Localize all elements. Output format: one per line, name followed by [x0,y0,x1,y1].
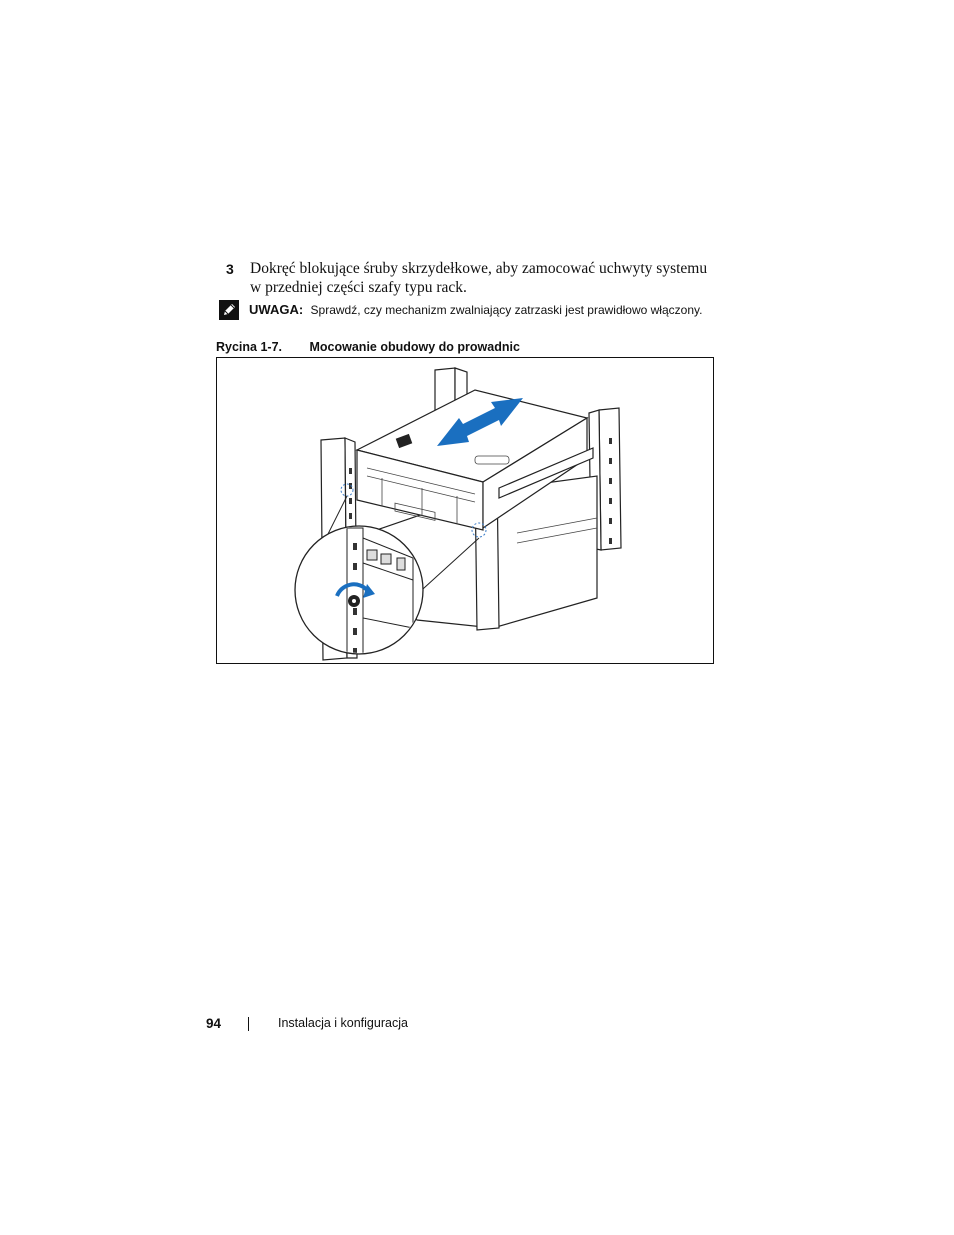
figure-title: Mocowanie obudowy do prowadnic [309,340,520,354]
figure-caption [216,340,520,354]
figure-rack-illustration [216,357,714,664]
note [219,300,739,322]
footer-section: Instalacja i konfiguracja [278,1016,408,1030]
footer-separator [248,1017,249,1031]
step-number: 3 [226,261,234,277]
rack-illustration [217,358,712,662]
page-number: 94 [206,1016,222,1031]
note-pencil-icon [219,300,239,320]
note-text: Sprawdź, czy mechanizm zwalniający zatrzaski jest prawidłowo włączony. [310,303,703,317]
zoom-detail [295,526,423,662]
note-label: UWAGA: [249,302,304,317]
figure-number: Rycina 1-7. [216,340,283,354]
step-text: Dokręć blokujące śruby skrzydełkowe, aby zamocować uchwyty systemu w przedniej części szafy typu rack. [250,260,708,296]
